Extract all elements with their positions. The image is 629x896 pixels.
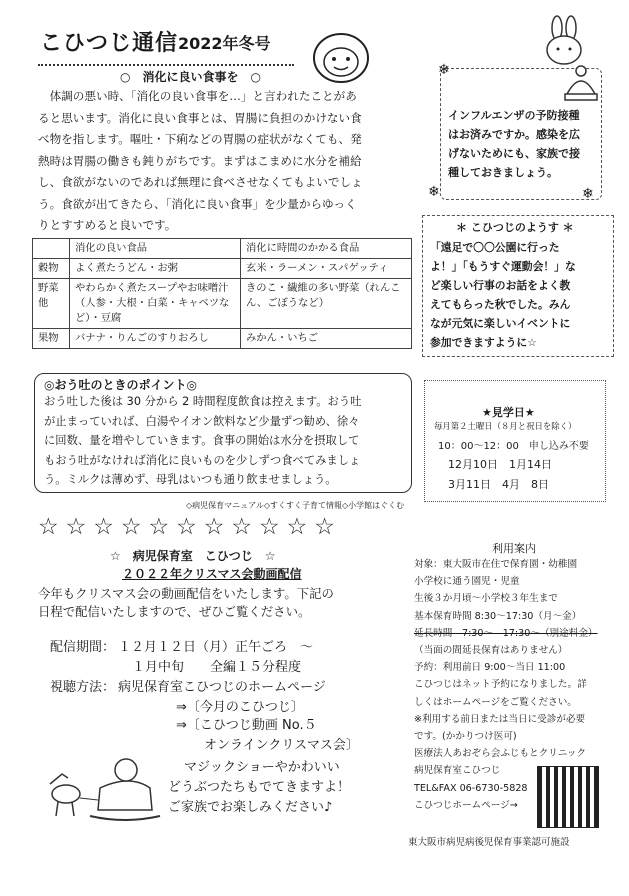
method-line: ⇒〔今月のこひつじ〕 [176,700,304,715]
table-header: 消化に時間のかかる食品 [241,239,412,259]
kengaku-heading: ★見学日★ [482,406,535,419]
kengaku-dates: 12月10日 1月14日 [448,458,552,471]
period-line: １２月１２日（月）正午ごろ ～ [118,640,314,655]
yousu-line: 「遠足で〇〇公園に行った [430,241,560,254]
period-label: 配信期間： [50,640,116,655]
digest-line: べ物を指します。嘔吐・下痢などの胃腸の症状がなくても、発 [38,132,362,146]
xmas-title1: ☆ 病児保育室 こひつじ ☆ [110,549,276,563]
riyou-line: 小学校に通う園児・児童 [414,576,520,588]
vomit-heading: ◎おう吐のときのポイント◎ [44,378,197,392]
riyou-line: ※利用する前日または当日に受診が必要 [414,713,586,725]
issue-label: 2022年冬号 [178,34,271,53]
yousu-line: なが元気に楽しいイベントに [430,317,571,330]
xmas-intro: 日程で配信いたしますので、ぜひご覧ください。 [38,604,311,619]
table-row: 果物 バナナ・りんごのすりおろし みかん・いちご [33,329,412,349]
method-line: オンラインクリスマス会〕 [204,738,359,753]
vomit-line: う。ミルクは薄めず、母乳はいつも通り飲ませましょう。 [44,473,337,486]
riyou-line: 生後３か月頃～小学校３年生まで [414,593,558,605]
table-row: 野菜他 やわらかく煮たスープやお味噌汁（人参・大根・白菜・キャベツなど）・豆腐 きのこ・繊維の多い野菜（れんこん、ごぼうなど） [33,279,412,329]
riyou-line: 延長時間 7:30～ 17:30～（別途料金） [414,627,598,639]
flu-line: インフルエンザの予防接種 [448,109,580,122]
vomit-line: に回数、量を増やしていきます。食事の開始は水分を摂取して [44,434,360,447]
yousu-line: えてもらった秋でした。みん [430,298,571,311]
riyou-line: です。(かかりつけ医可) [414,731,517,743]
vomit-line: が止まっていれば、白湯やイオン飲料など少量ずつ勧め、徐々 [44,414,360,428]
digestion-heading: ○ 消化に良い食事を ○ [120,70,261,84]
closing-line: マジックショーやかわいい [184,760,340,775]
riyou-line: こひつじはネット予約になりました。詳 [414,679,587,691]
license-footer: 東大阪市病児病後児保育事業認可施設 [408,837,570,848]
source-note: ◇病児保育マニュアル◇すくすく子育て情報◇小学館はぐくむ [186,501,405,510]
flu-line: 種しておきましょう。 [448,166,558,179]
title-underline [38,64,294,66]
riyou-line: 病児保育室こひつじ [414,765,501,777]
flu-line: はお済みですか。感染を広 [448,128,580,141]
period-line: １月中旬 全編１５分程度 [132,660,302,675]
yousu-line: 参加できますように☆ [430,336,537,349]
riyou-line: （当面の間延長保育はありません） [414,645,568,657]
homepage-link[interactable]: こひつじホームページ→ [414,799,518,811]
snowflake-icon: ❄ [438,62,450,78]
knit-hat-icon [560,62,602,104]
digest-line: ると思います。消化に良い食事とは、胃腸に負担のかけない食 [38,110,362,125]
riyou-line: 予約：利用前日 9:00～当日 11:00 [414,662,566,674]
food-table [32,238,412,349]
method-line: ⇒〔こひつじ動画 No.５ [176,718,317,733]
digest-line: 熱時は胃腸の働きも鈍りがちです。まずはこまめに水分を補給 [38,153,362,168]
closing-line: どうぶつたちもでてきますよ！ [168,780,351,795]
yousu-heading: ＊ こひつじのようす ＊ [456,221,574,234]
riyou-line: 医療法人あおぞら会ふじもとクリニック [414,748,587,760]
sheep-illustration [310,30,372,86]
reindeer-sleigh-illustration [40,744,170,834]
xmas-intro: 今年もクリスマス会の動画配信をいたします。下記の [38,586,334,601]
newsletter-title: こひつじ通信 [40,31,179,56]
xmas-title2: ２０２２年クリスマス会動画配信 [122,567,302,581]
closing-line: ご家族でお楽しみください♪ [168,800,333,815]
rabbit-illustration [540,14,590,66]
riyou-line: 対象：東大阪市在住で保育園・幼稚園 [414,559,578,570]
vomit-line: おう吐した後は 30 分から 2 時間程度飲食は控えます。おう吐 [44,395,362,408]
digest-line: 体調の悪い時、「消化の良い食事を…」と言われたことがあ [38,89,357,103]
digest-line: りとすすめると良いです。 [38,218,177,232]
table-header [33,239,70,259]
digest-line: し、食欲がないのであれば無理に食べさせなくてもよいでしょ [38,175,363,189]
star-border: ☆☆☆☆☆☆☆☆☆☆☆ [38,514,342,540]
vomit-line: もおう吐がなければ消化に良いものを少しずつ食べてみましょ [44,453,361,467]
riyou-heading: 利用案内 [492,542,536,555]
digest-line: う。食欲が出てきたら、「消化に良い食事」を少量からゆっく [38,196,357,211]
table-header: 消化の良い食品 [70,239,241,259]
method-label: 視聴方法： [50,680,116,695]
yousu-line: よ！」「もうすぐ運動会！」な [430,260,576,273]
method-line: 病児保育室こひつじのホームページ [118,680,326,695]
flu-line: げないためにも、家族で接 [448,147,580,160]
kengaku-dates: 3月11日 4月 8日 [448,478,549,491]
kengaku-time: 10：00～12：00 申し込み不要 [438,441,589,452]
riyou-line: 基本保育時間 8:30～17:30（月～金） [414,610,582,622]
snowflake-icon: ❄ [428,184,440,200]
snowflake-icon: ❄ [582,186,594,202]
kengaku-note: 毎月第２土曜日（８月と祝日を除く） [434,421,577,431]
riyou-line: TEL&FAX 06-6730-5828 [414,782,528,794]
qr-code[interactable] [537,766,599,828]
yousu-line: ど楽しい行事のお話をよく教 [430,279,571,292]
riyou-line: しくはホームページをご覧ください。 [414,696,577,708]
table-row: 穀物 よく煮たうどん・お粥 玄米・ラーメン・スパゲッティ [33,259,412,279]
